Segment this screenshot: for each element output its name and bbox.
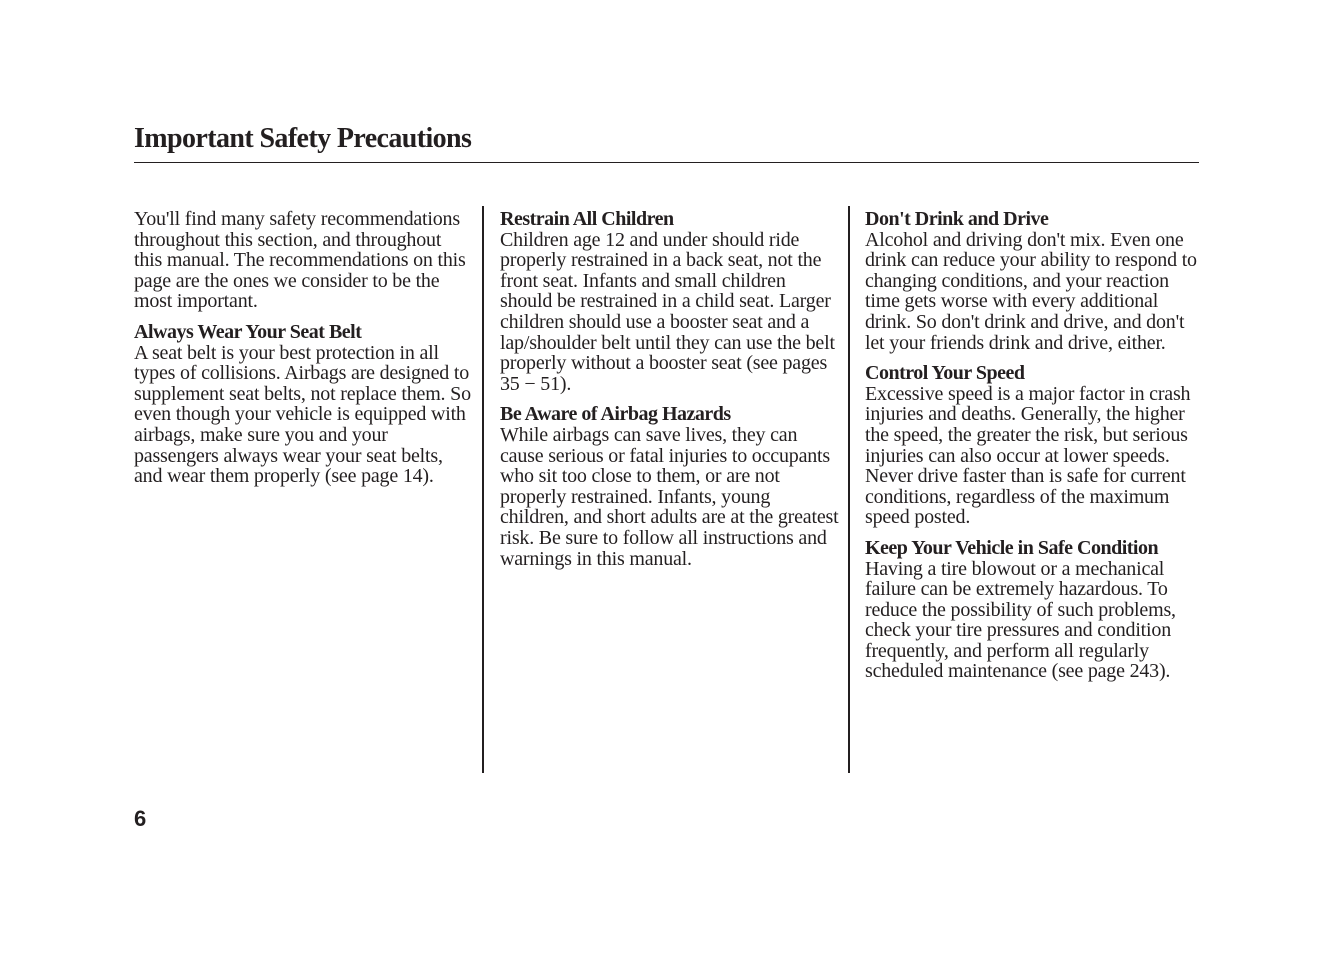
section-body: While airbags can save lives, they can cause serious or fatal injuries to occupants who sit too close to them, or are not properly restrained. Infants, young children, and short adults are at the greatest risk. Be sure to follow all instructions and warnings in this manual. [500,423,839,570]
section-restrain-children [500,209,840,394]
section-heading: Don't Drink and Drive [865,208,1049,230]
intro-paragraph: You'll find many safety recommendations throughout this section, and throughout this manual. The recommendations on this page are the ones we consider to be the most important. [134,208,466,313]
section-body: Excessive speed is a major factor in crash injuries and deaths. Generally, the higher the speed, the greater the risk, but serious injuries can also occur at lower speeds. Never drive faster than is safe for current conditions, regardless of the maximum speed posted. [865,382,1191,529]
title-rule [134,162,1199,163]
column-divider [848,206,850,773]
section-airbag-hazards [500,404,840,569]
section-heading: Keep Your Vehicle in Safe Condition [865,536,1159,559]
section-body: Having a tire blowout or a mechanical failure can be extremely hazardous. To reduce the possibility of such problems, check your tire pressures and condition frequently, and perform all regularly scheduled maintenance (see page 243). [865,557,1176,683]
section-vehicle-condition [865,538,1199,682]
section-control-speed [865,363,1199,528]
section-body: Alcohol and driving don't mix. Even one drink can reduce your ability to respond to changing conditions, and your reaction time gets worse with every additional drink. So don't drink and drive, and don't let your friends drink and drive, either. [865,228,1197,354]
section-heading: Control Your Speed [865,362,1025,385]
section-heading: Be Aware of Airbag Hazards [500,403,731,426]
section-seat-belt [134,322,474,487]
section-body: Children age 12 and under should ride properly restrained in a back seat, not the front seat. Infants and small children should be restrained in a child seat. Larger children should use a booster seat and a lap/shoulder belt until they can use the belt properly without a booster seat (see pages 35 − 51). [500,228,835,395]
section-heading: Restrain All Children [500,208,674,230]
section-heading: Always Wear Your Seat Belt [134,320,362,343]
page-number: 6 [134,806,147,831]
column-2 [500,209,840,579]
column-1 [134,209,474,497]
page-title: Important Safety Precautions [134,123,472,154]
column-3 [865,209,1199,692]
section-body: A seat belt is your best protection in all types of collisions. Airbags are designed to supplement seat belts, not replace them. So even though your vehicle is equipped with airbags, make sure you and your passengers always wear your seat belts, and wear them properly (see page 14). [134,341,471,488]
column-divider [482,206,484,773]
section-drink-drive [865,209,1199,353]
